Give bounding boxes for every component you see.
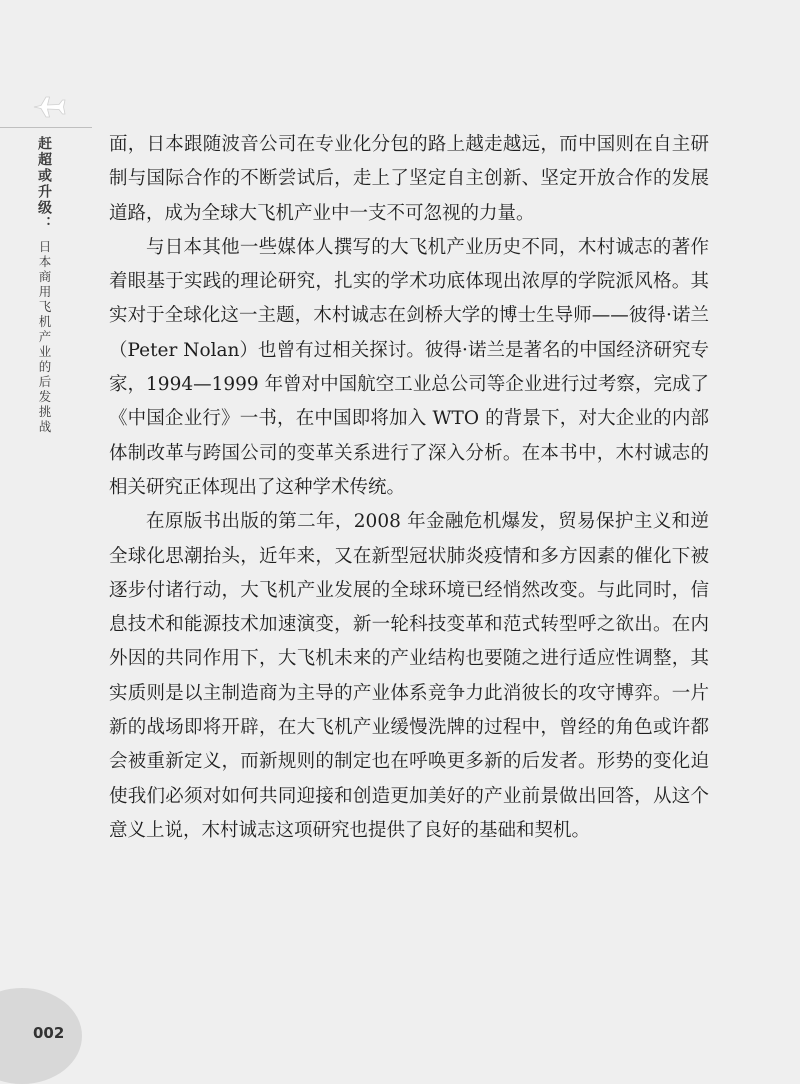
header-rule xyxy=(0,127,92,128)
paragraph: 面，日本跟随波音公司在专业化分包的路上越走越远，而中国则在自主研制与国际合作的不断尝试后，走上了坚定自主创新、坚定开放合作的发展道路，成为全球大飞机产业中一支不可忽视的力量。 xyxy=(109,134,709,224)
running-head-subtitle: 日本商用飞机产业的后发挑战 xyxy=(37,240,52,435)
plane-icon xyxy=(33,95,67,119)
paragraph: 在原版书出版的第二年，2008 年金融危机爆发，贸易保护主义和逆全球化思潮抬头，近年来，又在新型冠状肺炎疫情和多方因素的催化下被逐步付诸行动，大飞机产业发展的全球环境已经悄然改变。与此同时，信息技术和能源技术加速演变，新一轮科技变革和范式转型呼之欲出。在内外因的共同作用下，大飞机未来的产业结构也要随之进行适应性调整，其实质则是以主制造商为主导的产业体系竞争力此消彼长的攻守博弈。一片新的战场即将开辟，在大飞机产业缓慢洗牌的过程中，曾经的角色或许都会被重新定义，而新规则的制定也在呼唤更多新的后发者。形势的变化迫使我们必须对如何共同迎接和创造更加美好的产业前景做出回答，从这个意义上说，木村诚志这项研究也提供了良好的基础和契机。 xyxy=(109,511,709,841)
paragraph: 与日本其他一些媒体人撰写的大飞机产业历史不同，木村诚志的著作着眼基于实践的理论研究，扎实的学术功底体现出浓厚的学院派风格。其实对于全球化这一主题，木村诚志在剑桥大学的博士生导师——彼得·诺兰（Peter Nolan）也曾有过相关探讨。彼得·诺兰是著名的中国经济研究专家，1994—1999 年曾对中国航空工业总公司等企业进行过考察，完成了《中国企业行》一书，在中国即将加入 WTO 的背景下，对大企业的内部体制改革与跨国公司的变革关系进行了深入分析。在本书中，木村诚志的相关研究正体现出了这种学术传统。 xyxy=(109,236,709,498)
running-head xyxy=(22,136,66,435)
page-number: 002 xyxy=(33,1024,65,1042)
running-head-title: 赶超或升级： xyxy=(36,136,52,232)
body-text xyxy=(109,128,709,848)
